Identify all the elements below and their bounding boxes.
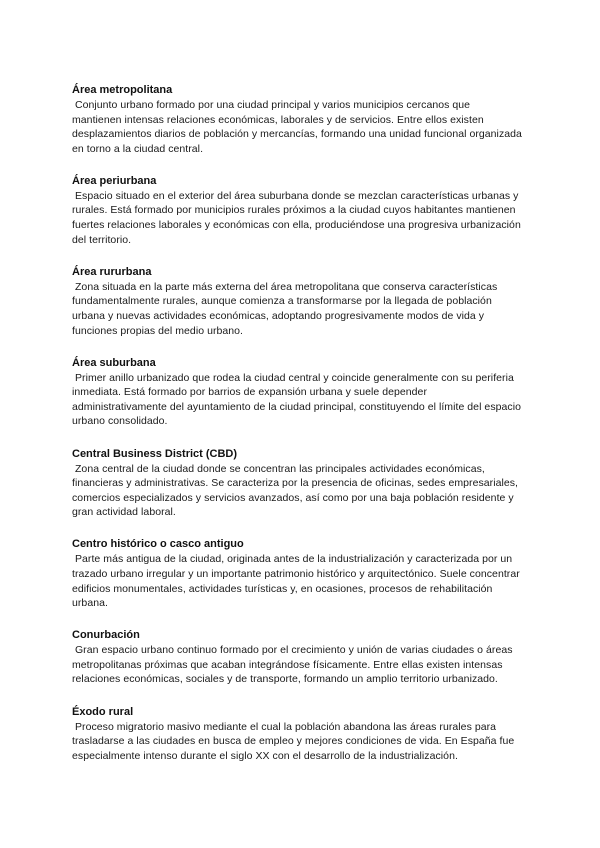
glossary-entry — [72, 83, 525, 156]
entry-definition: Parte más antigua de la ciudad, originada antes de la industrialización y caracterizada por un trazado urbano irregular y un importante patrimonio histórico y arquitectónico. Suele concentrar edificios monumentales, actividades turísticas y, en ocasiones, procesos de rehabilitación urbana. — [72, 553, 523, 610]
glossary-entry — [72, 447, 522, 520]
entry-term: Éxodo rural — [72, 705, 134, 718]
entry-term: Área metropolitana — [72, 84, 173, 96]
entry-term: Conurbación — [72, 629, 140, 642]
entry-term: Área suburbana — [72, 356, 156, 369]
glossary-entry — [72, 356, 522, 429]
entry-term: Área rururbana — [72, 265, 152, 278]
entry-definition: Primer anillo urbanizado que rodea la ciudad central y coincide generalmente con su periferia inmediata. Está formado por barrios de expansión urbana y suele depender administrativamente del ayuntamiento de la ciudad principal, constituyendo el límite del espacio urbano consolidado. — [72, 371, 524, 428]
glossary-entry — [72, 174, 522, 247]
glossary-entry — [72, 628, 522, 687]
glossary-entry — [72, 537, 522, 610]
entry-definition: Proceso migratorio masivo mediante el cual la población abandona las áreas rurales para trasladarse a las ciudades en busca de empleo y mejores condiciones de vida. En España fue especialmente intenso durante el siglo XX con el desarrollo de la industrialización. — [72, 720, 518, 762]
entry-definition: Zona central de la ciudad donde se concentran las principales actividades económicas, financieras y administrativas. Se caracteriza por la presencia de oficinas, sedes empresariales, comercios especializados y servicios avanzados, así como por una baja población residente y gran actividad laboral. — [72, 462, 521, 519]
entry-term: Centro histórico o casco antiguo — [72, 538, 244, 551]
entry-definition: Espacio situado en el exterior del área suburbana donde se mezclan características urbanas y rurales. Está formado por municipios rurales próximos a la ciudad cuyos habitantes mantienen fuertes relaciones laborales y económicas con ella, produciéndose una progresiva urbanización del territorio. — [72, 189, 524, 246]
glossary-entry — [72, 705, 522, 764]
entry-definition: Gran espacio urbano continuo formado por el crecimiento y unión de varias ciudades o áreas metropolitanas próximas que acaban integrándose físicamente. Entre ellas existen intensas relaciones económicas, sociales y de transporte, formando un amplio territorio urbanizado. — [72, 644, 516, 686]
glossary-entry — [72, 265, 522, 338]
entry-definition: Conjunto urbano formado por una ciudad principal y varios municipios cercanos que mantienen intensas relaciones económicas, laborales y de servicios. Entre ellos existen desplazamientos diarios de población y mercancías, formando una unidad funcional organizada en torno a la ciudad central. — [72, 99, 525, 155]
entry-term: Central Business District (CBD) — [72, 447, 238, 460]
entry-term: Área periurbana — [72, 174, 157, 187]
entry-definition: Zona situada en la parte más externa del área metropolitana que conserva características fundamentalmente rurales, aunque comienza a transformarse por la llegada de población urbana y nuevas actividades económicas, adoptando progresivamente modos de vida y funciones propias del medio urbano. — [72, 280, 501, 337]
glossary — [72, 83, 525, 781]
